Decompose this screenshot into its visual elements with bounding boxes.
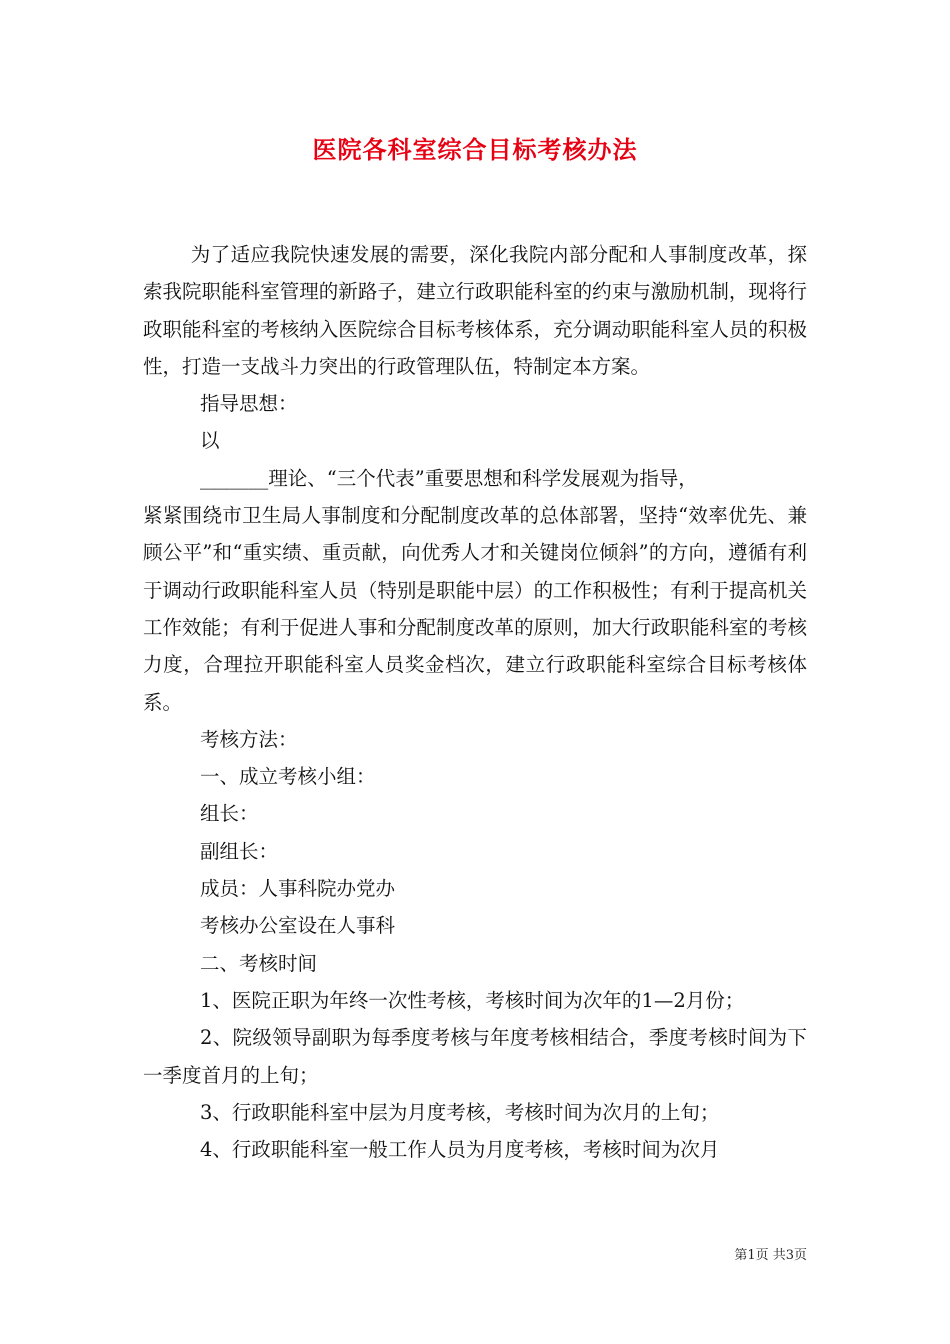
paragraph-section-one: 一、成立考核小组： [200, 765, 376, 789]
paragraph-members: 成员：人事科院办党办 [200, 877, 396, 901]
paragraph-intro: 为了适应我院快速发展的需要，深化我院内部分配和人事制度改革，探索我院职能科室管理的新路子，建立行政职能科室的约束与激励机制，现将行政职能科室的考核纳入医院综合目标考核体系，充分调动职能科室人员的积极性，打造一支战斗力突出的行政管理队伍，特制定本方案。 [143, 243, 807, 378]
paragraph-theory: _______理论、“三个代表”重要思想和科学发展观为指导， [200, 466, 698, 490]
document-title: 医院各科室综合目标考核办法 [312, 135, 638, 164]
document-body [143, 236, 807, 1168]
paragraph-leader: 组长： [200, 802, 259, 826]
paragraph-yi: 以 [200, 429, 220, 453]
paragraph-item-4: 4、行政职能科室一般工作人员为月度考核，考核时间为次月 [200, 1138, 720, 1162]
paragraph-guiding-heading: 指导思想： [200, 392, 298, 416]
paragraph-section-two: 二、考核时间 [200, 951, 318, 975]
paragraph-item-2: 2、院级领导副职为每季度考核与年度考核相结合，季度考核时间为下一季度首月的上旬； [143, 1026, 807, 1087]
paragraph-guiding-body: 紧紧围绕市卫生局人事制度和分配制度改革的总体部署，坚持“效率优先、兼顾公平”和“重实绩、重贡献，向优秀人才和关键岗位倾斜”的方向，遵循有利于调动行政职能科室人员（特别是职能中层）的工作积极性；有利于提高机关工作效能；有利于促进人事和分配制度改革的原则，加大行政职能科室的考核力度，合理拉开职能科室人员奖金档次，建立行政职能科室综合目标考核体系。 [143, 504, 807, 714]
page-number: 第1页 共3页 [734, 1248, 807, 1263]
paragraph-method-heading: 考核方法： [200, 727, 298, 751]
paragraph-deputy-leader: 副组长： [200, 839, 279, 863]
paragraph-item-1: 1、医院正职为年终一次性考核，考核时间为次年的1—2月份； [200, 988, 745, 1012]
paragraph-office: 考核办公室设在人事科 [200, 914, 396, 938]
paragraph-item-3: 3、行政职能科室中层为月度考核，考核时间为次月的上旬； [200, 1100, 720, 1124]
